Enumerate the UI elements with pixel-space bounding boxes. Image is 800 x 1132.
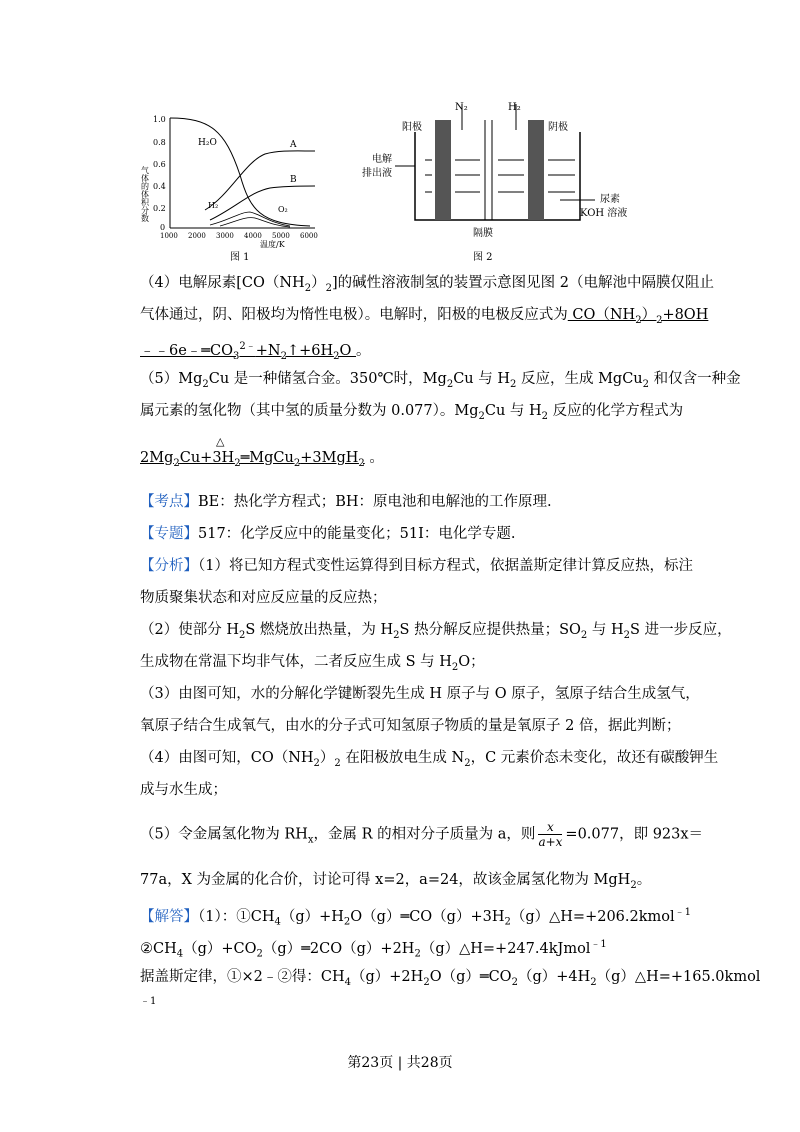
fig1-xtick-3: 4000: [244, 232, 262, 240]
cathode-electrode: [528, 120, 544, 220]
fig1-label-h2: H₂: [208, 201, 219, 210]
fig1-label-b: B: [290, 175, 297, 185]
fenxi-line-8: 成与水生成；: [140, 782, 227, 798]
figure-2: [362, 102, 627, 263]
q5-line-2: 属元素的氢化物（其中氢的质量分数为 0.077）。$Mg_2Cu$ 与 $H_2$ 反应的化学方程式为: [140, 403, 684, 422]
kaodian-line: 【考点】BE：热化学方程式；BH：原电池和电解池的工作原理.: [140, 494, 552, 510]
equation-delta: △: [216, 435, 225, 448]
zhuanti-line: 【专题】517：化学反应中的能量变化；51I：电化学专题.: [140, 526, 516, 542]
fenxi-line-9: （5）令金属氢化物为 $RH_x$，金属 R 的相对分子质量为 a，则 $\frac{x}{a+x}$ =0.077，即 923x＝: [140, 820, 704, 849]
fraction-x-over-a-plus-x: $\frac{x}{a+x}$: [538, 820, 563, 849]
fig1-xtick-2: 3000: [216, 232, 234, 240]
fig2-h2: H₂: [508, 102, 521, 113]
q4-line-1: （4）电解尿素$[CO(NH_2)_2]$的碱性溶液制氢的装置示意图见图 2（电解池中隔膜仅阻止: [140, 275, 714, 294]
anode-electrode: [435, 120, 451, 220]
fenxi-tag: 【分析】: [140, 558, 198, 574]
fig1-xtick-1: 2000: [188, 232, 206, 240]
fig2-outlet2: 排出液: [362, 168, 392, 179]
fig1-ytick-3: 0.4: [153, 182, 166, 191]
fig1-ytick-5: 0: [160, 223, 166, 232]
fig1-xlabel: 温度/K: [260, 240, 285, 249]
curve-a: [205, 151, 315, 210]
q4-line-2: 气体通过，阴、阳极均为惰性电极）。电解时，阳极的电极反应式为 $CO(NH_2)_2+8OH$: [140, 307, 709, 326]
fig1-xtick-5: 6000: [300, 232, 318, 240]
q4-line-3: $﹣﹣6e﹣═CO_3^{2﹣}+N_2↑+6H_2O$ 。: [140, 341, 371, 362]
fenxi-line-10: 77a，X 为金属的化合价，讨论可得 x=2，a=24，故该金属氢化物为 MgH$_2$。: [140, 872, 652, 891]
fig1-ytick-4: 0.2: [153, 204, 166, 213]
jieda-tag: 【解答】: [140, 908, 198, 925]
fig2-cathode: 阴极: [548, 122, 568, 133]
fig1-label-h2o: H₂O: [198, 138, 217, 148]
fenxi-line-1: 【分析】（1）将已知方程式变性运算得到目标方程式，依据盖斯定律计算反应热，标注: [140, 558, 693, 574]
jieda-line-1: 【解答】（1）：$①CH_4(g)+H_2O(g)═CO(g)+3H_2(g)\triangle H=+206.2kmol^{﹣1}$: [140, 907, 692, 928]
fig2-koh: KOH 溶液: [580, 208, 628, 219]
kaodian-tag: 【考点】: [140, 494, 198, 510]
figure-1-and-2-svg: [140, 100, 690, 270]
jieda-line-3: 据盖斯定律，①×2﹣②得：$CH_4(g)+2H_2O(g)═CO_2(g)+4H_2(g)\triangle H=+165.0kmol$: [140, 969, 761, 988]
fenxi-line-5: （3）由图可知，水的分解化学键断裂先生成 H 原子与 O 原子，氢原子结合生成氢气，: [140, 686, 700, 702]
fenxi-line-4: 生成物在常温下均非气体，二者反应生成 S 与 $H_2O$；: [140, 654, 485, 673]
jieda-line-4: ﹣1: [140, 996, 157, 1007]
fig1-ytick-2: 0.6: [153, 160, 166, 169]
fig1-xtick-0: 1000: [160, 232, 178, 240]
fig1-ylabel: 气体的体积分数: [140, 166, 150, 222]
q4-answer-part1: $CO(NH_2)_2+8OH$: [567, 307, 709, 326]
fig2-outlet: 电解: [372, 154, 392, 165]
fig1-xtick-4: 5000: [272, 232, 290, 240]
curve-h2o: [170, 118, 310, 226]
fig2-n2: N₂: [455, 102, 468, 113]
fenxi-line-2: 物质聚集状态和对应反应量的反应热；: [140, 590, 387, 606]
curve-h2: [210, 212, 290, 226]
fig1-label-o2: O₂: [278, 205, 288, 214]
fig2-membrane: 隔膜: [473, 228, 493, 239]
fig2-caption: 图 2: [473, 252, 493, 263]
fig1-ytick-1: 0.8: [153, 138, 166, 147]
q4-answer-part2: $﹣﹣6e﹣═CO_3^{2﹣}+N_2↑+6H_2O$: [140, 341, 357, 362]
page-footer: 第23页 | 共28页: [347, 1055, 453, 1071]
fig1-ytick-0: 1.0: [153, 115, 166, 124]
fig1-label-a: A: [290, 140, 297, 150]
figures-area: [140, 100, 690, 270]
fenxi-line-7: （4）由图可知，$CO(NH_2)_2$ 在阳极放电生成 $N_2$，C 元素价态未变化，故还有碳酸钾生: [140, 750, 719, 769]
q5-equation: $2Mg_2Cu+3H_2═MgCu_2+3MgH_2$ 。: [140, 450, 384, 469]
fenxi-line-3: （2）使部分 $H_2S$ 燃烧放出热量，为 $H_2S$ 热分解反应提供热量；$SO_2$ 与 $H_2S$ 进一步反应，: [140, 622, 732, 641]
fenxi-line-6: 氧原子结合生成氧气，由水的分子式可知氢原子物质的量是氧原子 2 倍，据此判断；: [140, 718, 681, 734]
fig1-caption: 图 1: [230, 252, 250, 263]
jieda-line-2: $②CH_4(g)+CO_2(g)═2CO(g)+2H_2(g)\triangle H=+247.4kJmol^{﹣1}$: [140, 939, 607, 960]
zhuanti-tag: 【专题】: [140, 526, 198, 542]
figure-1: [140, 115, 318, 263]
q5-line-1: $(5)Mg_2Cu$ 是一种储氢合金。350℃时，$Mg_2Cu$ 与 $H_2$ 反应，生成 MgCu$_2$ 和仅含一种金: [140, 371, 741, 390]
fig2-anode: 阳极: [402, 122, 422, 133]
fig2-urea: 尿素: [600, 194, 620, 205]
